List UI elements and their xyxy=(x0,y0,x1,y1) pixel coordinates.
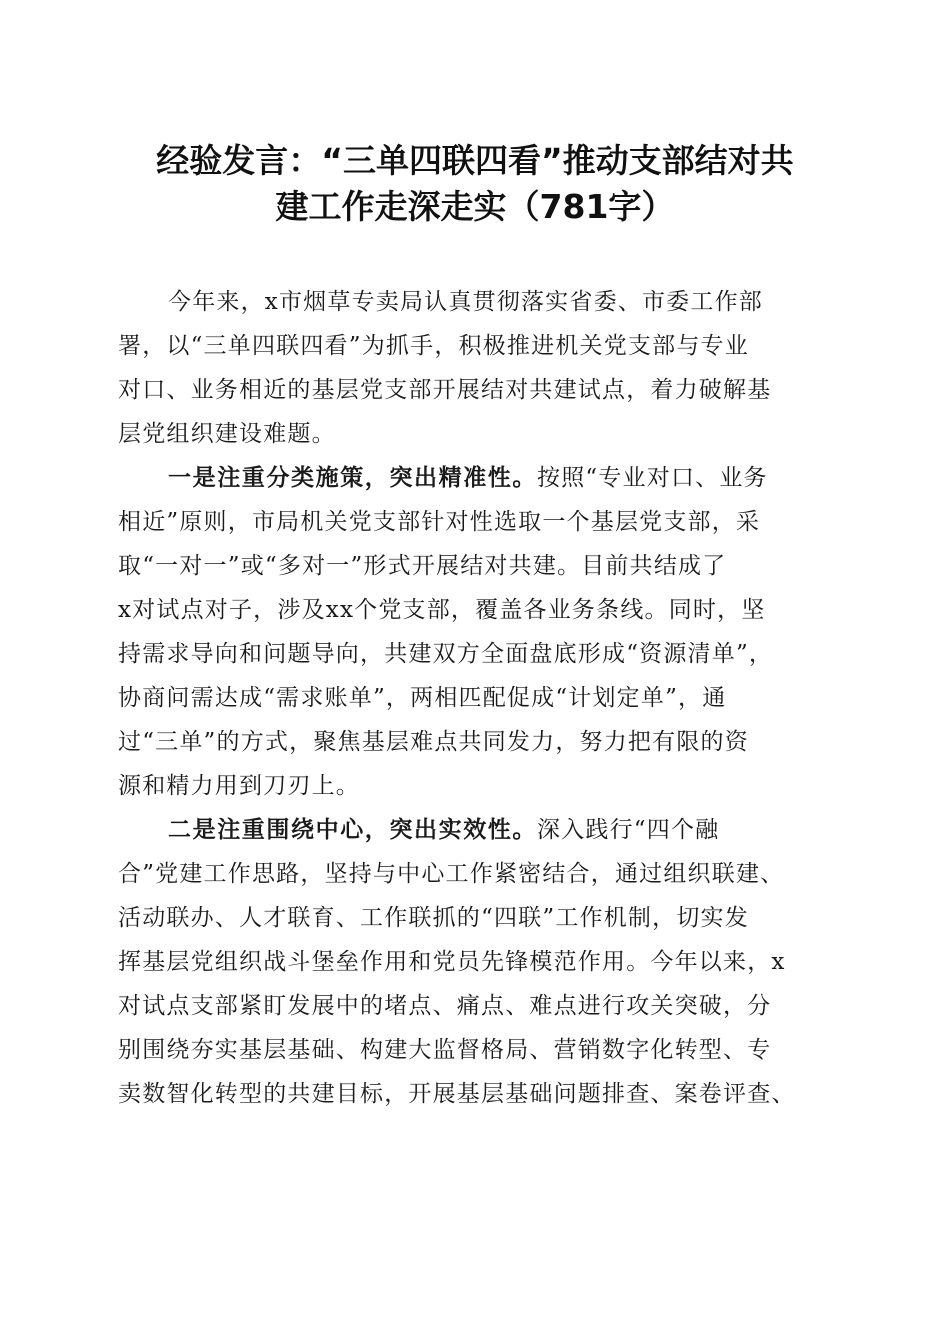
paragraph-3-line: 合”党建工作思路，坚持与中心工作紧密结合，通过组织联建、 xyxy=(118,861,785,887)
title-line: 建工作走深走实（781字） xyxy=(275,187,675,226)
title-line: 经验发言：“三单四联四看”推动支部结对共 xyxy=(156,141,794,180)
paragraph-1-line: 层党组织建设难题。 xyxy=(118,421,336,447)
document-title xyxy=(110,138,840,230)
paragraph-2-line: x对试点对子，涉及xx个党支部，覆盖各业务条线。同时，坚 xyxy=(118,597,766,623)
paragraph-2-line: 过“三单”的方式，聚焦基层难点共同发力，努力把有限的资 xyxy=(118,729,749,755)
paragraph-3-line: 深入践行“四个融 xyxy=(537,817,720,843)
paragraph-3-lead: 二是注重围绕中心，突出实效性。 xyxy=(168,817,537,843)
document-body xyxy=(118,280,834,1116)
paragraph-2-line: 协商问需达成“需求账单”，两相匹配促成“计划定单”，通 xyxy=(118,685,727,711)
paragraph-3-line: 对试点支部紧盯发展中的堵点、痛点、难点进行攻关突破，分 xyxy=(118,993,772,1019)
paragraph-3-line: 别围绕夯实基层基础、构建大监督格局、营销数字化转型、专 xyxy=(118,1037,772,1063)
paragraph-2-first-line xyxy=(118,456,834,500)
paragraph-3-line: 活动联办、人才联育、工作联抓的“四联”工作机制，切实发 xyxy=(118,905,749,931)
paragraph-2-line: 源和精力用到刀刃上。 xyxy=(118,773,360,799)
paragraph-3-line: 卖数智化转型的共建目标，开展基层基础问题排查、案卷评查、 xyxy=(118,1081,796,1107)
paragraph-1-line: 今年来，x市烟草专卖局认真贯彻落实省委、市委工作部 xyxy=(168,289,763,315)
paragraph-2-line: 持需求导向和问题导向，共建双方全面盘底形成“资源清单”， xyxy=(118,641,774,667)
paragraph-2-line: 相近”原则，市局机关党支部针对性选取一个基层党支部，采 xyxy=(118,509,761,535)
paragraph-1-line: 署，以“三单四联四看”为抓手，积极推进机关党支部与专业 xyxy=(118,333,749,359)
paragraph-2-lead: 一是注重分类施策，突出精准性。 xyxy=(168,465,537,491)
paragraph-2-line: 取“一对一”或“多对一”形式开展结对共建。目前共结成了 xyxy=(118,553,727,579)
paragraph-1-line: 对口、业务相近的基层党支部开展结对共建试点，着力破解基 xyxy=(118,377,772,403)
paragraph-2-line: 按照“专业对口、业务 xyxy=(537,465,768,491)
paragraph-3-line: 挥基层党组织战斗堡垒作用和党员先锋模范作用。今年以来，x xyxy=(118,949,786,975)
paragraph-3-first-line xyxy=(118,808,834,852)
